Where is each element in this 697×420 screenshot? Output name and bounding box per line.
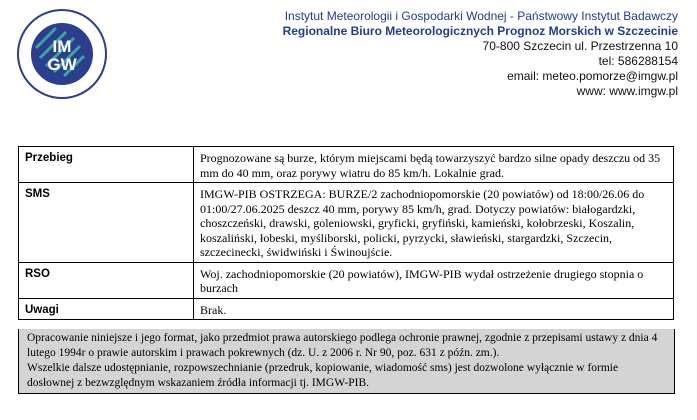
logo-text-bottom: GW <box>47 55 77 74</box>
table-row <box>19 147 674 183</box>
row-label: Przebieg <box>19 147 194 183</box>
row-value: Woj. zachodniopomorskie (20 powiatów), IMGW-PIB wydał ostrzeżenie drugiego stopnia o burzach <box>194 262 674 298</box>
imgw-logo <box>16 8 108 100</box>
logo-text-top: IM <box>52 37 72 56</box>
table-row <box>19 262 674 298</box>
warning-table <box>18 146 674 320</box>
table-row <box>19 298 674 320</box>
address: 70-800 Szczecin ul. Przestrzenna 10 <box>482 39 678 53</box>
row-label: RSO <box>19 262 194 298</box>
office-name: Regionalne Biuro Meteorologicznych Prognoz Morskich w Szczecinie <box>282 24 678 38</box>
row-value: Prognozowane są burze, którym miejscami będą towarzyszyć bardzo silne opady deszczu od 35 mm do 40 mm, oraz porywy wiatru do 85 km/h. Lokalnie grad. <box>194 147 674 183</box>
row-label: Uwagi <box>19 298 194 320</box>
email: email: meteo.pomorze@imgw.pl <box>507 69 678 83</box>
row-label: SMS <box>19 183 194 263</box>
redistribution-paragraph: Wszelkie dalsze udostępnianie, rozpowszechnianie (przedruk, kopiowanie, wiadomość sms) jest dozwolone wyłącznie w formie dosłownej z bezwzględnym wskazaniem źródła informacji tj. IMGW-PIB. <box>27 362 619 389</box>
row-value: IMGW-PIB OSTRZEGA: BURZE/2 zachodniopomorskie (20 powiatów) od 18:00/26.06 do 01:00/27.06.2025 deszcz 40 mm, porywy 85 km/h, grad. Dotyczy powiatów: białogardzki, choszczeński, drawski, goleniowski, gryficki, gryfiński, kamieński, kołobrzeski, Koszalin, koszaliński, łobeski, myśliborski, policki, pyrzycki, sławieński, stargardzki, Szczecin, szczecinecki, świdwiński i Świnoujście. <box>194 183 674 263</box>
copyright-notice <box>18 329 675 394</box>
institution-header <box>283 9 678 99</box>
website: www: www.imgw.pl <box>576 84 678 98</box>
copyright-paragraph: Opracowanie niniejsze i jego format, jako przedmiot prawa autorskiego podlega ochronie prawnej, zgodnie z przepisami ustawy z dnia 4 lutego 1994r o prawie autorskim i prawach pokrewnych (dz. U. z 2006 r. Nr 90, poz. 631 z późn. zm.). <box>27 332 658 359</box>
institute-name: Instytut Meteorologii i Gospodarki Wodnej - Państwowy Instytut Badawczy <box>284 9 678 23</box>
table-row <box>19 183 674 263</box>
imgw-logo-mark <box>16 8 108 100</box>
row-value: Brak. <box>194 298 674 320</box>
phone: tel: 586288154 <box>598 54 678 68</box>
